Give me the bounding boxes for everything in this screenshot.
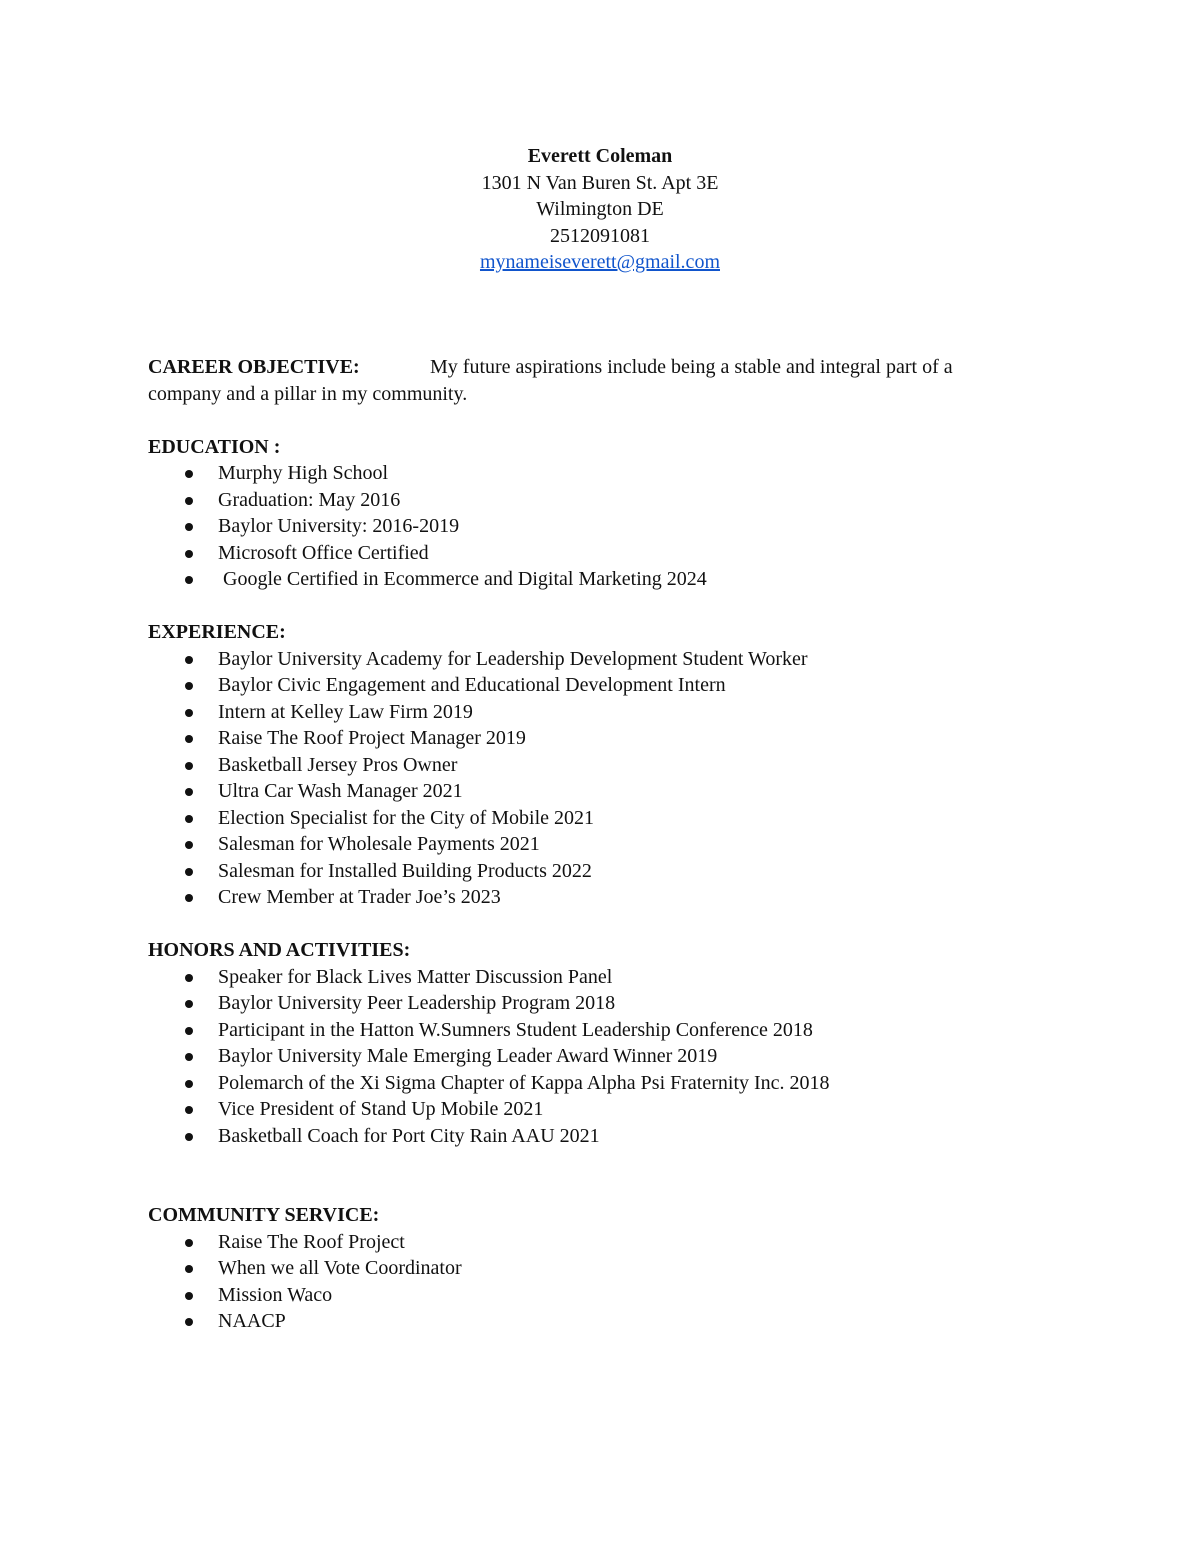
bullet-icon: [185, 841, 193, 849]
email-link[interactable]: mynameiseverett@gmail.com: [479, 251, 720, 273]
bullet-icon: [185, 682, 193, 690]
community-service-list: [148, 1229, 1008, 1335]
list-item: NAACP: [148, 1308, 1008, 1335]
bullet-icon: [185, 709, 193, 717]
honors-heading: HONORS AND ACTIVITIES:: [148, 939, 411, 961]
list-item: Baylor University Academy for Leadership Development Student Worker: [148, 646, 1008, 673]
bullet-icon: [185, 868, 193, 876]
education-heading: EDUCATION :: [148, 435, 281, 458]
career-objective-text: My future aspirations include being a stable and integral part of a company and a pillar in my community.: [148, 356, 953, 405]
honors-list: [148, 964, 1008, 1150]
list-item: Raise The Roof Project Manager 2019: [148, 725, 1008, 752]
list-item: Speaker for Black Lives Matter Discussion Panel: [148, 964, 1008, 991]
experience-heading: EXPERIENCE:: [148, 621, 286, 643]
list-item: Crew Member at Trader Joe’s 2023: [148, 884, 1008, 911]
list-item: Murphy High School: [148, 460, 1008, 487]
list-item: Baylor University Peer Leadership Program 2018: [148, 990, 1008, 1017]
list-item: Ultra Car Wash Manager 2021: [148, 778, 1008, 805]
bullet-icon: [185, 470, 193, 478]
bullet-icon: [185, 735, 193, 743]
bullet-icon: [185, 894, 193, 902]
list-item: Google Certified in Ecommerce and Digital Marketing 2024: [148, 566, 1008, 593]
bullet-icon: [185, 815, 193, 823]
bullet-icon: [185, 656, 193, 664]
bullet-icon: [185, 1133, 193, 1141]
bullet-icon: [185, 550, 193, 558]
list-item: Participant in the Hatton W.Sumners Student Leadership Conference 2018: [148, 1017, 1008, 1044]
bullet-icon: [185, 1318, 193, 1326]
bullet-icon: [185, 1106, 193, 1114]
list-item: Intern at Kelley Law Firm 2019: [148, 699, 1008, 726]
list-item: Mission Waco: [148, 1282, 1008, 1309]
address-line-1: 1301 N Van Buren St. Apt 3E: [481, 171, 719, 194]
bullet-icon: [185, 1027, 193, 1035]
bullet-icon: [185, 1000, 193, 1008]
phone-number: 2512091081: [550, 224, 650, 247]
list-item: Baylor University: 2016-2019: [148, 513, 1008, 540]
bullet-icon: [185, 974, 193, 982]
list-item: Salesman for Wholesale Payments 2021: [148, 831, 1008, 858]
list-item: Raise The Roof Project: [148, 1229, 1008, 1256]
bullet-icon: [185, 788, 193, 796]
bullet-icon: [185, 1292, 193, 1300]
contact-header: [0, 143, 1200, 276]
experience-section: [148, 619, 1008, 911]
bullet-icon: [185, 497, 193, 505]
education-list: [148, 460, 1008, 593]
list-item: When we all Vote Coordinator: [148, 1255, 1008, 1282]
list-item: Basketball Coach for Port City Rain AAU 2021: [148, 1123, 1008, 1150]
candidate-name: Everett Coleman: [527, 145, 673, 167]
list-item: Election Specialist for the City of Mobile 2021: [148, 805, 1008, 832]
list-item: Vice President of Stand Up Mobile 2021: [148, 1096, 1008, 1123]
bullet-icon: [185, 1080, 193, 1088]
community-service-section: [148, 1202, 1008, 1335]
bullet-icon: [185, 1265, 193, 1273]
list-item: Salesman for Installed Building Products 2022: [148, 858, 1008, 885]
list-item: Baylor Civic Engagement and Educational Development Intern: [148, 672, 1008, 699]
list-item: Basketball Jersey Pros Owner: [148, 752, 1008, 779]
education-section: [148, 434, 1008, 593]
list-item: Baylor University Male Emerging Leader Award Winner 2019: [148, 1043, 1008, 1070]
bullet-icon: [185, 1053, 193, 1061]
bullet-icon: [185, 762, 193, 770]
community-service-heading: COMMUNITY SERVICE:: [148, 1204, 380, 1226]
address-line-2: Wilmington DE: [536, 198, 664, 220]
resume-body: [148, 354, 1008, 1335]
bullet-icon: [185, 1239, 193, 1247]
list-item: Polemarch of the Xi Sigma Chapter of Kappa Alpha Psi Fraternity Inc. 2018: [148, 1070, 1008, 1097]
list-item: Graduation: May 2016: [148, 487, 1008, 514]
list-item: Microsoft Office Certified: [148, 540, 1008, 567]
career-objective-heading: CAREER OBJECTIVE:: [148, 356, 360, 378]
bullet-icon: [185, 523, 193, 531]
honors-section: [148, 937, 1008, 1149]
career-objective-section: [148, 354, 1008, 407]
experience-list: [148, 646, 1008, 911]
bullet-icon: [185, 576, 193, 584]
